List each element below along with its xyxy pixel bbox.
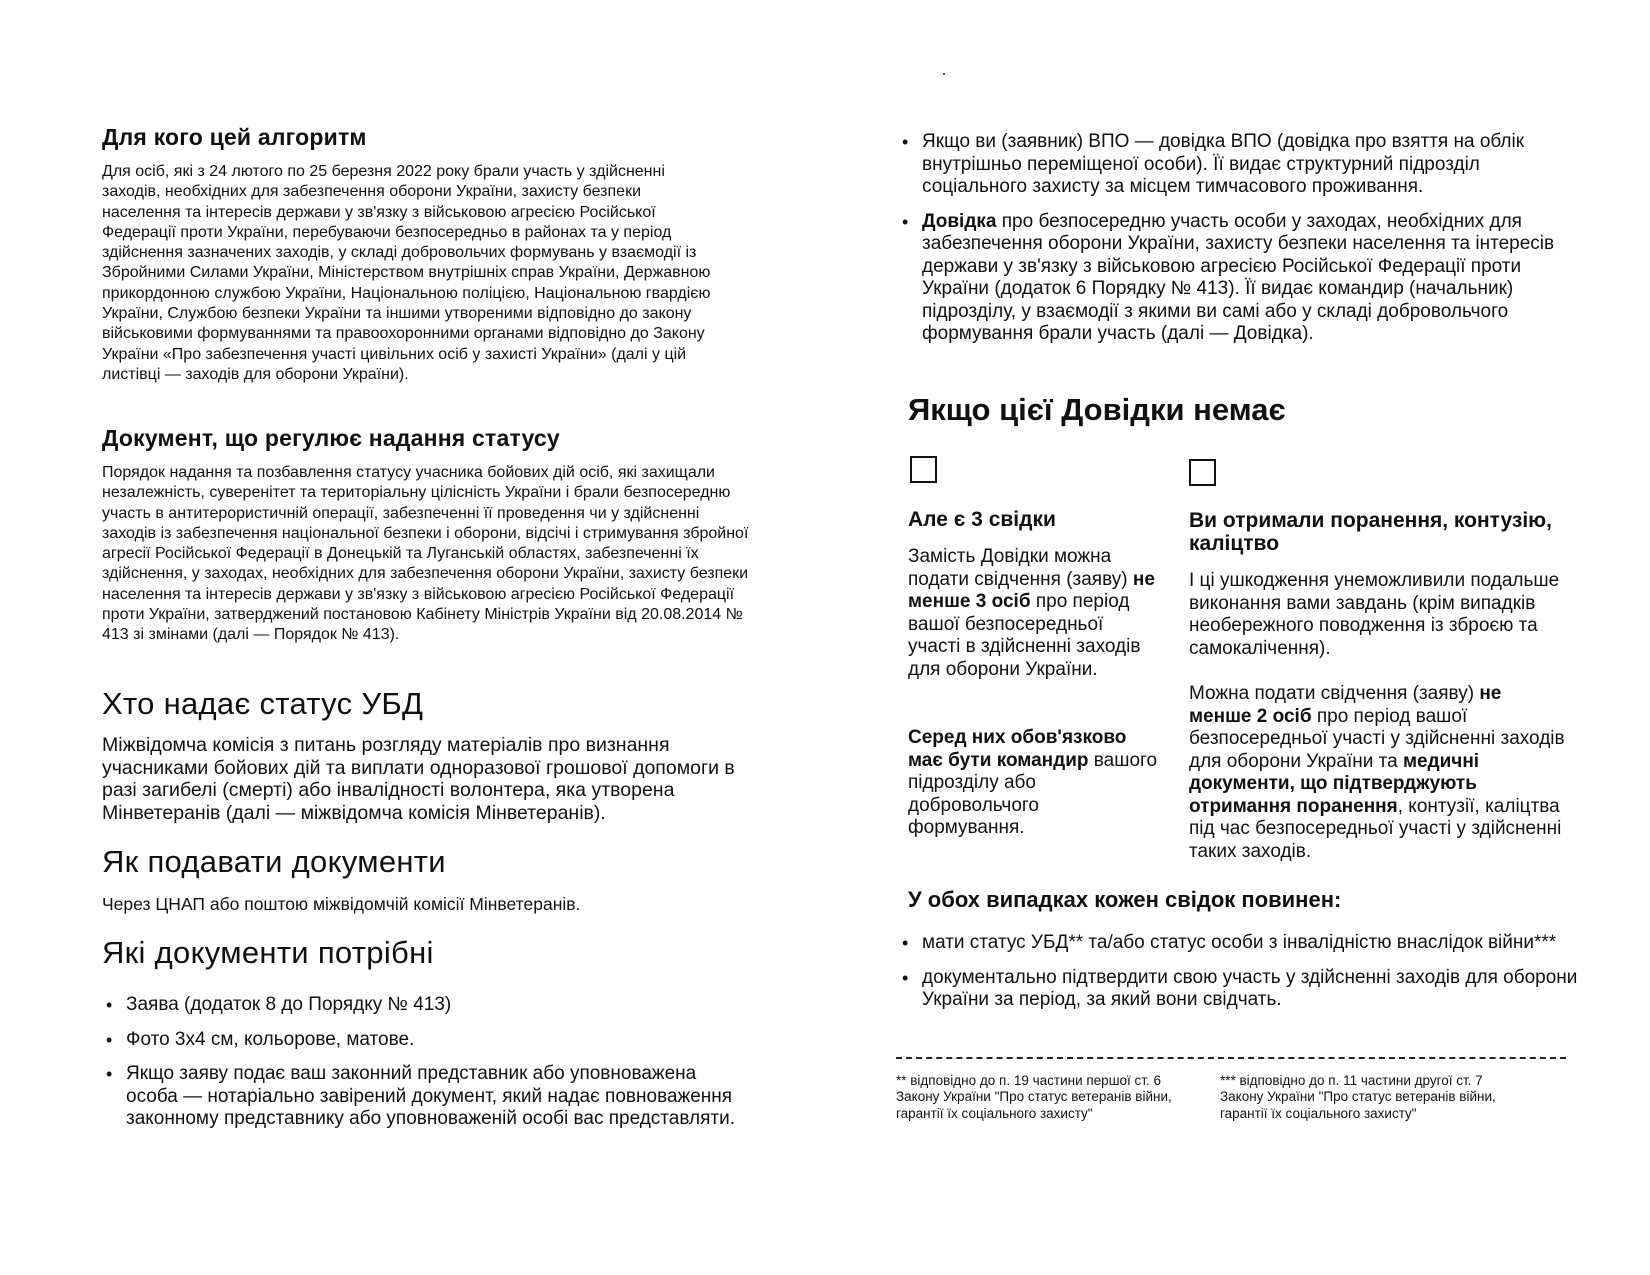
docs-item: • Заява (додаток 8 до Порядку № 413) — [102, 994, 752, 1017]
docs-title: Які документи потрібні — [102, 935, 434, 970]
case1-title: Але є 3 свідки — [908, 508, 1056, 531]
witness-title: У обох випадках кожен свідок повинен: — [908, 887, 1342, 912]
vpo-item: • Якщо ви (заявник) ВПО — довідка ВПО (довідка про взяття на облік внутрішньо переміщеної особи). Її видає структурний підрозділ соціального захисту за місцем тимчасового проживання. — [898, 131, 1578, 199]
no-certificate-title: Якщо цієї Довідки немає — [908, 392, 1286, 427]
witness-list — [898, 932, 1578, 1024]
footnote-1: ** відповідно до п. 19 частини першої ст. 6 Закону України "Про статус ветеранів війни, гарантії їх соціального захисту" — [896, 1073, 1172, 1121]
certificates-list — [898, 131, 1578, 358]
certificate-bold: Довідка — [922, 210, 997, 232]
who-text: Для осіб, які з 24 лютого по 25 березня 2022 року брали участь у здійсненні заходів, необхідних для забезпечення оборони України, захисту безпеки населення та інтересів держави у зв'язку з військовою агресією Російської Федерації проти України, перебуваючи безпосередньо в районах та у період здійснення зазначених заходів, у складі добровольчих формувань у взаємодії із Збройними Силами України, Міністерством внутрішніх справ України, Державною прикордонною службою України, Національною поліцією, Національною гвардією України, Службою безпеки України та іншими утвореними відповідно до закону військовими формуваннями та правоохоронними органами відповідно до Закону України «Про забезпечення участі цивільних осіб у захисті України» (далі у цій листівці — заходів для оборони України). — [102, 163, 711, 383]
case2-title: Ви отримали поранення, контузію, каліцтво — [1189, 509, 1552, 555]
case1-text: Замість Довідки можна подати свідчення (заяву) не менше 3 осіб про період вашої безпосередньої участі в здійсненні заходів для оборони України. — [908, 546, 1155, 680]
docs-list — [102, 994, 752, 1143]
certificate-item — [898, 211, 1578, 346]
witness-item: • мати статус УБД** та/або статус особи з інвалідністю внаслідок війни*** — [898, 932, 1578, 955]
submit-title: Як подавати документи — [102, 844, 446, 879]
regulation-text: Порядок надання та позбавлення статусу учасника бойових дій осіб, які захищали незалежність, суверенітет та територіальну цілісність України і брали безпосередню участь в антитерористичній операції, забезпеченні її проведення чи у здійсненні заходів із забезпечення національної безпеки і оборони, відсічі і стримування збройної агресії Російської Федерації в Донецькій та Луганській областях, забезпеченні їх здійснення, у заходах, необхідних для забезпечення оборони України, захисту безпеки населення та інтересів держави у зв'язку з військовою агресією Російської Федерації проти України, затверджений постановою Кабінету Міністрів України від 20.08.2014 № 413 зі змінами (далі — Порядок № 413). — [102, 464, 749, 644]
case2-checkbox[interactable] — [1189, 459, 1216, 486]
case1-checkbox[interactable] — [910, 456, 937, 483]
regulation-title: Документ, що регулює надання статусу — [102, 425, 560, 451]
footnote-divider — [896, 1057, 1566, 1059]
case1-note: Серед них обов'язково має бути командир вашого підрозділу або добровольчого формування. — [908, 727, 1158, 838]
case2-text: І ці ушкодження унеможливили подальше виконання вами завдань (крім випадків необережного поводження із зброєю та самокалічення). — [1189, 570, 1560, 659]
certificate-rest: про безпосередню участь особи у заходах, необхідних для забезпечення оборони України, захисту безпеки населення та інтересів держави у зв'язку з військовою агресією Російської Федерації проти України (додаток 6 Порядку № 413). Її видає командир (начальник) підрозділу, у взаємодії з якими ви самі або у складі добровольчого формування брали участь (далі — Довідка). — [922, 210, 1555, 344]
case2-note: Можна подати свідчення (заяву) не менше 2 осіб про період вашої безпосередньої участі у здійсненні заходів для оборони України та медичні документи, що підтверджують отримання поранення, контузії, каліцтва під час безпосередньої участі у здійсненні таких заходів. — [1189, 683, 1565, 862]
footnote-2: *** відповідно до п. 11 частини другої ст. 7 Закону України "Про статус ветеранів війни, гарантії їх соціального захисту" — [1220, 1073, 1496, 1121]
scan-speck — [943, 73, 945, 75]
docs-item: • Фото 3х4 см, кольорове, матове. — [102, 1029, 752, 1052]
witness-item: • документально підтвердити свою участь у здійсненні заходів для оборони України за період, за який вони свідчать. — [898, 967, 1578, 1012]
grants-title: Хто надає статус УБД — [102, 686, 424, 721]
grants-text: Міжвідомча комісія з питань розгляду матеріалів про визнання учасниками бойових дій та виплати одноразової грошової допомоги в разі загибелі (смерті) або інвалідності волонтера, яка утворена Мінветеранів (далі — міжвідомча комісія Мінветеранів). — [102, 734, 735, 824]
docs-item: • Якщо заяву подає ваш законний представник або уповноважена особа — нотаріально завірений документ, який надає повноваження законному представнику або уповноваженій особі вас представляти. — [102, 1063, 752, 1131]
submit-text: Через ЦНАП або поштою міжвідомчій комісії Мінветеранів. — [102, 894, 581, 914]
who-title: Для кого цей алгоритм — [102, 124, 367, 150]
